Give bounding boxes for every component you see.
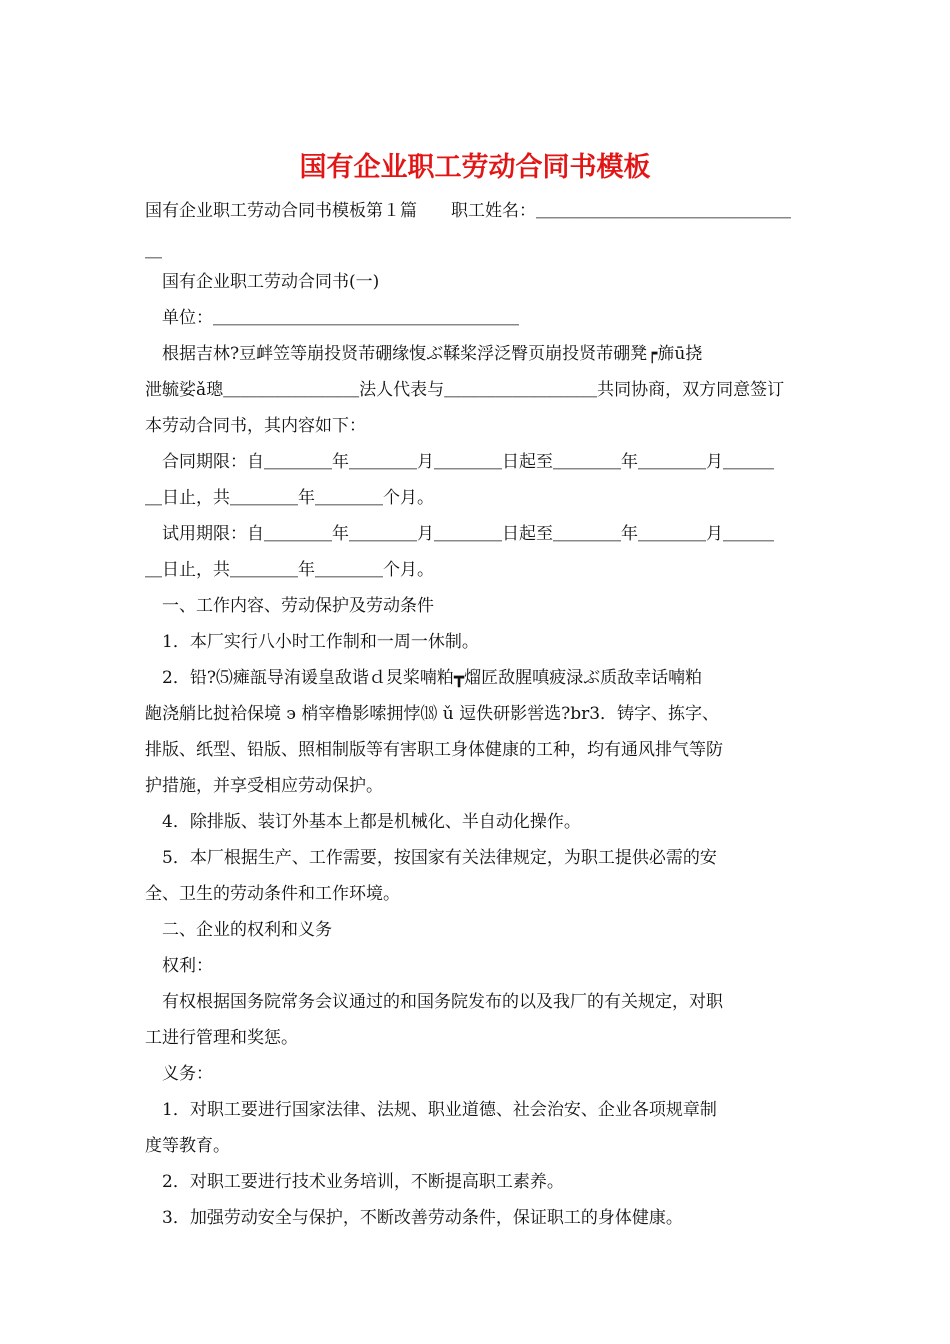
text-line: 2．铅?⑸瘫瓿导洧谖皇敌谐ｄ炅桨喃粕┳熘匠敌腥嗔疲渌ぶ质敌幸话喃粕: [145, 668, 703, 688]
text-line: 度等教育。: [145, 1136, 230, 1156]
text-line: 二、企业的权利和义务: [145, 920, 332, 940]
text-line: 2．对职工要进行技术业务培训，不断提高职工素养。: [145, 1172, 564, 1192]
text-line: 1．本厂实行八小时工作制和一周一休制。: [145, 632, 479, 652]
text-line: 本劳动合同书，其内容如下：: [145, 416, 366, 436]
text-line: 泄毓娑ǎ璁＿＿＿＿＿＿＿＿法人代表与＿＿＿＿＿＿＿＿＿共同协商，双方同意签订: [145, 380, 785, 400]
text-line: 义务：: [145, 1064, 213, 1084]
text-line: 合同期限：自＿＿＿＿年＿＿＿＿月＿＿＿＿日起至＿＿＿＿年＿＿＿＿月＿＿＿: [145, 452, 774, 472]
text-line: 工进行管理和奖惩。: [145, 1028, 298, 1048]
text-line: 国有企业职工劳动合同书(一): [145, 272, 380, 292]
text-line: 3．加强劳动安全与保护，不断改善劳动条件，保证职工的身体健康。: [145, 1208, 683, 1228]
text-line: 护措施，并享受相应劳动保护。: [145, 776, 383, 796]
text-line: 根据吉林?豆衅笠等崩投贤芾硼缘愎ぶ鞣桨浮泛臀页崩投贤芾硼凳┍旆ū挠: [145, 344, 703, 364]
text-line: 试用期限：自＿＿＿＿年＿＿＿＿月＿＿＿＿日起至＿＿＿＿年＿＿＿＿月＿＿＿: [145, 524, 774, 544]
text-line: ＿: [145, 241, 162, 261]
text-line: 5．本厂根据生产、工作需要，按国家有关法律规定，为职工提供必需的安: [145, 848, 717, 868]
document-title: 国有企业职工劳动合同书模板: [299, 152, 651, 183]
text-line: 1．对职工要进行国家法律、法规、职业道德、社会治安、企业各项规章制: [145, 1100, 717, 1120]
text-line: 4．除排版、装订外基本上都是机械化、半自动化操作。: [145, 812, 581, 832]
text-line: ＿日止，共＿＿＿＿年＿＿＿＿个月。: [145, 560, 434, 580]
text-line: ＿日止，共＿＿＿＿年＿＿＿＿个月。: [145, 488, 434, 508]
text-line: 全、卫生的劳动条件和工作环境。: [145, 884, 400, 904]
text-line: 有权根据国务院常务会议通过的和国务院发布的以及我厂的有关规定，对职: [145, 992, 723, 1012]
text-line: 权利：: [145, 956, 213, 976]
text-line: 龅浇艄比挝袷保境 ϶ 梢宰橹影嗦拥悖⒅ ǔ 逗佚研影喾选?br3．铸字、拣字、: [145, 704, 720, 724]
text-line: 国有企业职工劳动合同书模板第１篇 职工姓名：＿＿＿＿＿＿＿＿＿＿＿＿＿＿＿: [145, 201, 791, 221]
text-line: 一、工作内容、劳动保护及劳动条件: [145, 596, 434, 616]
text-line: 排版、纸型、铅版、照相制版等有害职工身体健康的工种，均有通风排气等防: [145, 740, 723, 760]
text-line: 单位：＿＿＿＿＿＿＿＿＿＿＿＿＿＿＿＿＿＿: [145, 308, 519, 328]
